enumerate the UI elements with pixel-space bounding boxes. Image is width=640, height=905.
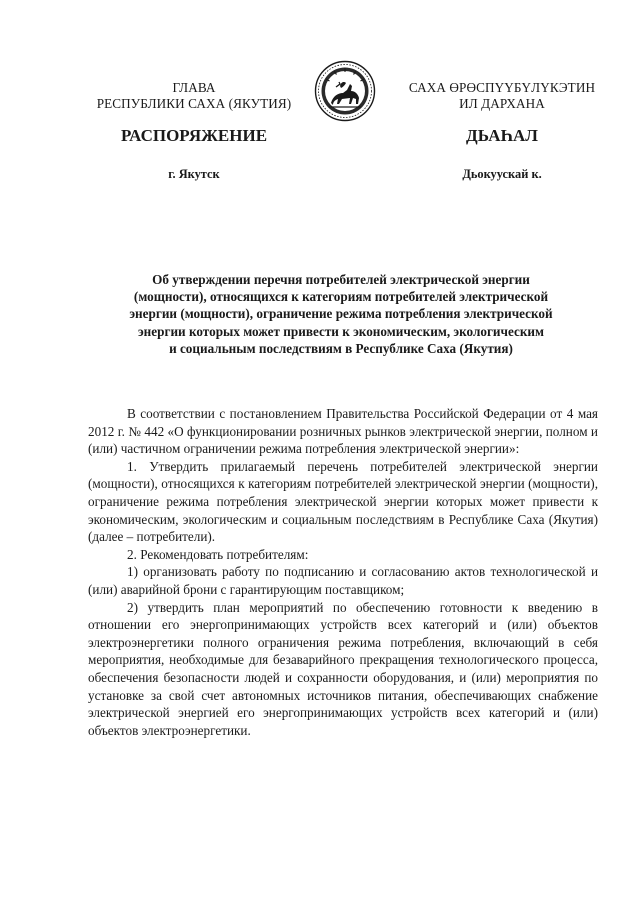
item-2-paragraph: 2. Рекомендовать потребителям: [127,546,309,562]
title-line: энергии (мощности), ограничение режима потребления электрической [129,306,553,322]
header-left [78,80,310,112]
title-line: Об утверждении перечня потребителей электрической энергии [152,272,530,287]
item-1-paragraph: 1. Утвердить прилагаемый перечень потребителей электрической энергии (мощности), относящихся к категориям потребителей электрической энергии (мощности), ограничение режима потребления электрической энергии которых может привести к экономическим, экологическим и социальным последствиям в Республике Саха (Якутия) (далее – потребители). [88,458,598,545]
header-left-line1: ГЛАВА [172,80,216,95]
doc-type-yakut: ДЬАҺАЛ [466,126,538,145]
title-line: (мощности), относящихся к категориям потребителей электрической [133,289,549,305]
document-body [88,405,598,739]
place-russian: г. Якутск [168,167,220,181]
header-left-line2: РЕСПУБЛИКИ САХА (ЯКУТИЯ) [96,96,292,111]
header-right [388,80,616,112]
preamble-paragraph: В соответствии с постановлением Правительства Российской Федерации от 4 мая 2012 г. № 442 «О функционировании розничных рынков электрической энергии, полном и (или) частичном ограничении режима потребления электрической энергии»: [88,406,598,457]
subitem-2-paragraph: 2) утвердить план мероприятий по обеспечению готовности к введению в отношении его энергопринимающих устройств всех категорий и (или) объектов электроэнергетики полного ограничения режима потребления, включающий в себя мероприятия, необходимые для безаварийного прекращения технологического процесса, обеспечения безопасности людей и сохранности оборудования, и (или) мероприятия по установке за свой счет автономных источников питания, обеспечивающих снабжение электрической энергией его энергопринимающих устройств всех категорий и (или) объектов электроэнергетики. [88,599,598,738]
title-line: и социальным последствиям в Республике Саха (Якутия) [169,340,513,356]
document-title [86,271,596,357]
doc-type-russian: РАСПОРЯЖЕНИЕ [120,126,268,145]
header-right-line2: ИЛ ДАРХАНА [459,96,545,111]
coat-of-arms-emblem-icon [314,60,376,122]
title-line: энергии которых может привести к экономическим, экологическим [137,323,545,339]
subitem-1-paragraph: 1) организовать работу по подписанию и согласованию актов технологической и (или) аварийной брони с гарантирующим поставщиком; [88,564,598,597]
place-yakut: Дьокуускай к. [462,167,542,181]
header-right-line1: САХА ӨРӨСПҮҮБҮЛҮКЭТИН [408,80,596,95]
